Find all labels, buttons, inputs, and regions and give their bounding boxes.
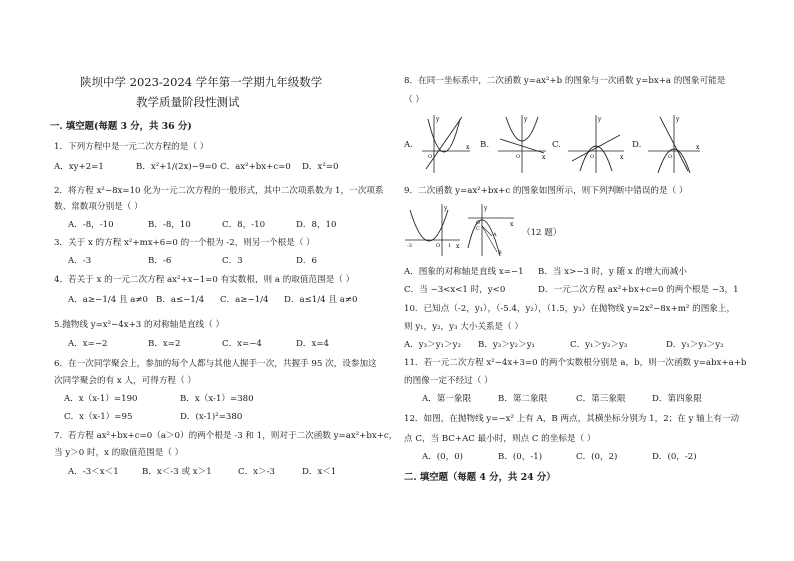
svg-text:O: O bbox=[476, 220, 481, 226]
svg-text:B: B bbox=[498, 250, 502, 256]
q6-line-2: 次同学聚会的有 x 人，可得方程（ ） bbox=[54, 376, 196, 386]
q12-graph bbox=[466, 202, 516, 258]
q6-option-c: C．x（x-1）=95 bbox=[64, 412, 133, 422]
svg-text:y: y bbox=[444, 205, 448, 212]
q8-option-a: A. bbox=[404, 140, 413, 150]
svg-text:x: x bbox=[542, 154, 546, 161]
q3-option-c: C．3 bbox=[222, 256, 243, 266]
q4-option-a: A．a≥−1/4 且 a≠0 bbox=[68, 295, 149, 305]
q8-line-1: 8．在同一坐标系中，二次函数 y=ax²+b 的图象与一次函数 y=bx+a 的图象可能是 bbox=[404, 76, 726, 86]
q5-option-d: D．x=4 bbox=[296, 339, 329, 349]
q12-line-1: 12．如图，在抛物线 y=−x² 上有 A，B 两点，其横坐标分别为 1，2；在 y 轴上有一动 bbox=[404, 414, 740, 424]
page-subtitle: 教学质量阶段性测试 bbox=[136, 95, 240, 109]
q9-option-d: D．一元二次方程 ax²+bx+c=0 的两个根是 −3，1 bbox=[538, 285, 739, 295]
svg-text:-3: -3 bbox=[407, 243, 412, 249]
q11-line-2: 的图像一定不经过（ ） bbox=[404, 376, 493, 386]
q12-figure-label: （12 题） bbox=[522, 228, 562, 238]
q11-option-d: D．第四象限 bbox=[652, 394, 702, 404]
q4-option-b: B．a≤−1/4 bbox=[156, 295, 205, 305]
svg-text:A: A bbox=[493, 232, 497, 238]
q1-option-c: C．ax²+bx+c=0 bbox=[220, 162, 291, 172]
q6-option-a: A．x（x-1）=190 bbox=[64, 394, 138, 404]
q8-graph-b bbox=[496, 113, 548, 175]
page-title: 陕坝中学 2023-2024 学年第一学期九年级数学 bbox=[80, 75, 323, 89]
q12-option-b: B．(0，-1) bbox=[498, 452, 543, 462]
q4-option-d: D．a≤1/4 且 a≠0 bbox=[284, 295, 358, 305]
svg-text:C: C bbox=[476, 226, 480, 232]
section-heading-1: 一. 填空题(每题 3 分，共 36 分) bbox=[50, 121, 192, 132]
q12-option-d: D．(0，-2) bbox=[652, 452, 697, 462]
svg-text:O: O bbox=[516, 154, 521, 160]
q2-option-a: A．-8，-10 bbox=[68, 220, 114, 230]
q10-option-c: C．y₁＞y₂＞y₃ bbox=[570, 340, 628, 350]
q5-option-c: C．x=−4 bbox=[222, 339, 262, 349]
q9-option-a: A．图象的对称轴是直线 x=−1 bbox=[404, 267, 524, 277]
q2-line-1: 2．将方程 x²−8x=10 化为一元二次方程的一般形式，其中二次项系数为 1，一次项系 bbox=[54, 186, 384, 196]
q6-option-d: D．(x-1)²=380 bbox=[180, 412, 243, 422]
q12-line-2: 点 C，当 BC+AC 最小时，则点 C 的坐标是（ ） bbox=[404, 434, 596, 444]
q10-option-b: B．y₃＞y₂＞y₁ bbox=[478, 340, 535, 350]
q3-stem: 3．关于 x 的方程 x²+mx+6=0 的一个根为 -2，则另一个根是（ ） bbox=[54, 238, 315, 248]
q8-option-b: B. bbox=[480, 140, 490, 150]
q1-option-a: A．xy+2=1 bbox=[54, 162, 104, 172]
q8-option-c: C. bbox=[552, 140, 562, 150]
q5-option-a: A．x=−2 bbox=[68, 339, 108, 349]
svg-text:y: y bbox=[676, 116, 680, 123]
q2-option-b: B．-8，10 bbox=[148, 220, 191, 230]
q12-option-a: A．(0，0) bbox=[422, 452, 464, 462]
q5-option-b: B．x=2 bbox=[148, 339, 181, 349]
q1-option-d: D．x²=0 bbox=[302, 162, 339, 172]
q7-option-a: A．-3＜x＜1 bbox=[68, 467, 119, 477]
q1-stem: 1．下列方程中是一元二次方程的是（ ） bbox=[54, 142, 209, 152]
q11-option-a: A．第一象限 bbox=[422, 394, 472, 404]
q11-option-b: B．第二象限 bbox=[498, 394, 548, 404]
q10-option-d: D．y₁＞y₃＞y₂ bbox=[666, 340, 724, 350]
svg-text:1: 1 bbox=[448, 243, 452, 249]
q6-option-b: B．x（x-1）=380 bbox=[180, 394, 254, 404]
q9-option-c: C．当 −3<x<1 时，y<0 bbox=[404, 285, 506, 295]
q6-line-1: 6．在一次同学聚会上，参加的每个人都与其他人握手一次，共握手 95 次，设参加这 bbox=[54, 359, 377, 369]
svg-text:O: O bbox=[590, 154, 595, 160]
svg-text:O: O bbox=[668, 154, 673, 160]
svg-text:O: O bbox=[428, 154, 433, 160]
q10-line-2: 则 y₁，y₂，y₃ 大小关系是（ ） bbox=[404, 322, 524, 332]
q8-option-d: D. bbox=[632, 140, 642, 150]
section-heading-2: 二. 填空题（每题 4 分，共 24 分） bbox=[404, 472, 556, 483]
q2-line-2: 数、常数项分别是（ ） bbox=[54, 202, 143, 212]
q8-line-2: （ ） bbox=[404, 95, 424, 105]
q3-option-b: B．-6 bbox=[148, 256, 172, 266]
q3-option-a: A．-3 bbox=[68, 256, 92, 266]
svg-text:x: x bbox=[466, 144, 470, 151]
q8-graph-c bbox=[566, 113, 626, 175]
svg-text:x: x bbox=[510, 221, 514, 228]
q9-stem: 9．二次函数 y=ax²+bx+c 的图象如图所示，则下列判断中错误的是（ ） bbox=[404, 186, 688, 196]
q11-option-c: C．第三象限 bbox=[576, 394, 626, 404]
q7-option-d: D．x＜1 bbox=[302, 467, 337, 477]
q9-option-b: B．当 x>−3 时，y 随 x 的增大而减小 bbox=[538, 267, 687, 277]
q3-option-d: D．6 bbox=[296, 256, 317, 266]
svg-text:x: x bbox=[456, 243, 460, 250]
svg-text:x: x bbox=[620, 154, 624, 161]
svg-text:x: x bbox=[696, 144, 700, 151]
q7-option-b: B．x＜-3 或 x＞1 bbox=[142, 467, 212, 477]
q10-line-1: 10．已知点（-2，y₁），（-5.4，y₂），（1.5，y₃）在抛物线 y=2x²−8x+m² 的图象上， bbox=[404, 304, 736, 314]
q8-graph-d bbox=[646, 113, 702, 175]
q8-graph-a bbox=[420, 113, 472, 175]
svg-text:y: y bbox=[484, 205, 488, 212]
q10-option-a: A．y₃＞y₁＞y₂ bbox=[404, 340, 461, 350]
q11-line-1: 11．若一元二次方程 x²−4x+3=0 的两个实数根分别是 a，b，则一次函数 y=abx+a+b bbox=[404, 358, 747, 368]
q2-option-c: C．8，-10 bbox=[222, 220, 266, 230]
q7-line-2: 当 y＞0 时，x 的取值范围是（ ） bbox=[54, 448, 184, 458]
q4-option-c: C．a≥−1/4 bbox=[220, 295, 269, 305]
q4-stem: 4．若关于 x 的一元二次方程 ax²+x−1=0 有实数根，则 a 的取值范围是（ ） bbox=[54, 275, 355, 285]
q5-stem: 5.抛物线 y=x²−4x+3 的对称轴是直线（ ） bbox=[54, 320, 225, 330]
q7-option-c: C．x＞-3 bbox=[238, 467, 275, 477]
q2-option-d: D．8，10 bbox=[296, 220, 337, 230]
svg-text:O: O bbox=[436, 243, 441, 249]
q12-option-c: C．(0，2) bbox=[576, 452, 618, 462]
q1-option-b: B．x²+1/(2x)−9=0 bbox=[136, 162, 218, 172]
q9-graph bbox=[404, 202, 462, 258]
q7-line-1: 7．若方程 ax²+bx+c=0（a＞0）的两个根是 -3 和 1，则对于二次函数 y=ax²+bx+c， bbox=[54, 431, 398, 441]
svg-text:y: y bbox=[598, 116, 602, 123]
svg-text:y: y bbox=[436, 116, 440, 123]
svg-text:y: y bbox=[524, 116, 528, 123]
